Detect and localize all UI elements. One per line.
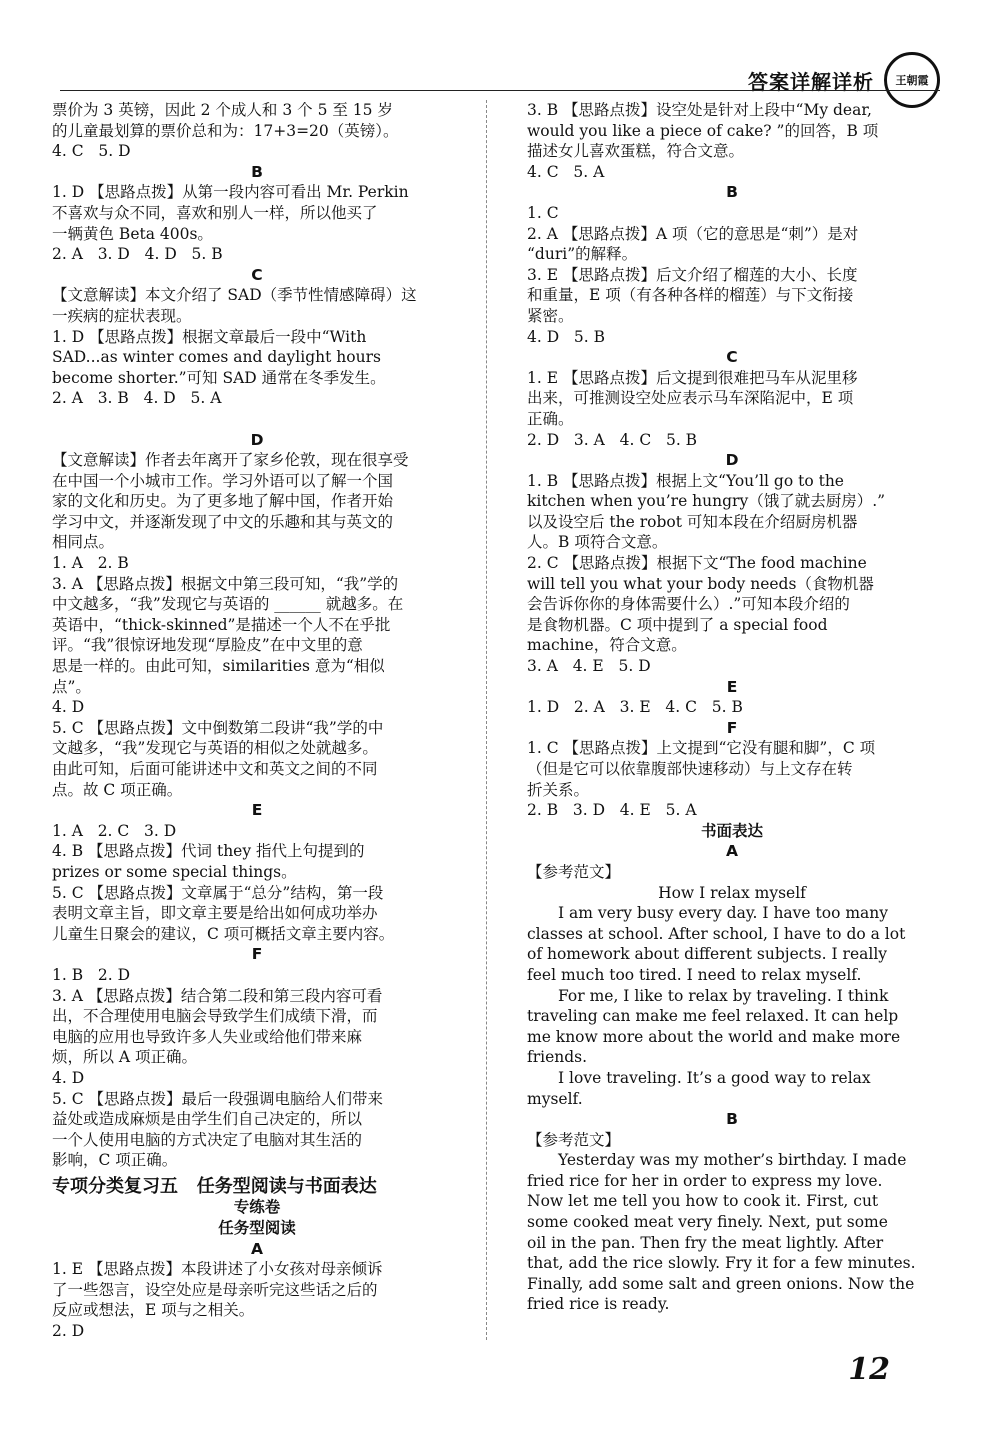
- left-text-line: 2. A 3. D 4. D 5. B: [52, 245, 223, 264]
- left-text-line: 益处或造成麻烦是由学生们自己决定的，所以: [52, 1110, 363, 1129]
- left-text-line: 学习中文，并逐渐发现了中文的乐趣和其与英文的: [52, 512, 394, 531]
- right-text-line: machine，符合文意。: [527, 636, 687, 655]
- left-text-line: C: [251, 265, 263, 284]
- right-text-line: that, add the rice slowly. Fry it for a few minutes.: [527, 1254, 916, 1273]
- left-text-line: 任务型阅读: [218, 1219, 296, 1238]
- right-text-line: 紧密。: [527, 306, 574, 325]
- left-text-line: F: [251, 945, 263, 964]
- right-text-line: 折关系。: [527, 780, 590, 799]
- right-text-line: 2. C 【思路点拨】根据下文“The food machine: [527, 554, 867, 573]
- left-text-line: E: [251, 801, 263, 820]
- left-text-line: 不喜欢与众不同，喜欢和别人一样，所以他买了: [52, 203, 378, 222]
- right-text-line: fried rice is ready.: [527, 1295, 670, 1314]
- right-text-line: oil in the pan. Then fry the meat lightly. After: [527, 1233, 884, 1252]
- left-text-line: SAD...as winter comes and daylight hours: [52, 348, 381, 367]
- left-text-line: 1. B 2. D: [52, 965, 131, 984]
- publisher-logo: 王朝霞: [884, 52, 940, 108]
- left-text-line: 3. A 【思路点拨】根据文中第三段可知，“我”学的: [52, 574, 399, 593]
- left-text-line: 1. D 【思路点拨】从第一段内容可看出 Mr. Perkin: [52, 183, 409, 202]
- right-text-line: E: [726, 677, 738, 696]
- right-column: [527, 100, 937, 1315]
- right-text-line: 以及设空后 the robot 可知本段在介绍厨房机器: [527, 512, 858, 531]
- left-text-line: 儿童生日聚会的建议，C 项可概括文章主要内容。: [52, 924, 395, 943]
- left-text-line: 1. D 【思路点拨】根据文章最后一段中“With: [52, 327, 367, 346]
- right-text-line: friends.: [527, 1048, 588, 1067]
- right-text-line: 4. C 5. A: [527, 162, 605, 181]
- right-text-line: 【参考范文】: [527, 1130, 621, 1149]
- left-text-line: 家的文化和历史。为了更多地了解中国，作者开始: [52, 492, 394, 511]
- left-text-line: prizes or some special things。: [52, 862, 297, 881]
- right-text-line: feel much too tired. I need to relax myself.: [527, 965, 862, 984]
- right-text-line: 会告诉你你的身体需要什么）.”可知本段介绍的: [527, 595, 850, 614]
- left-text-line: 的儿童最划算的票价总和为：17+3=20（英镑）。: [52, 121, 399, 140]
- right-text-line: would you like a piece of cake? ”的回答，B 项: [527, 121, 879, 140]
- right-text-line: 1. E 【思路点拨】后文提到很难把马车从泥里移: [527, 368, 858, 387]
- left-text-line: 4. D: [52, 1068, 85, 1087]
- right-text-line: 【参考范文】: [527, 862, 621, 881]
- page-number: 12: [848, 1352, 890, 1387]
- left-text-line: 电脑的应用也导致许多人失业或给他们带来麻: [52, 1027, 363, 1046]
- left-text-line: 1. A 2. C 3. D: [52, 821, 177, 840]
- right-text-line: some cooked meat very finely. Next, put some: [527, 1213, 888, 1232]
- right-text-line: 3. E 【思路点拨】后文介绍了榴莲的大小、长度: [527, 265, 858, 284]
- left-text-line: A: [251, 1239, 263, 1258]
- left-text-line: 【文意解读】作者去年离开了家乡伦敦，现在很享受: [52, 451, 409, 470]
- right-text-line: A: [726, 842, 738, 861]
- left-text-line: 4. B 【思路点拨】代词 they 指代上句提到的: [52, 842, 365, 861]
- right-text-line: “duri”的解释。: [527, 245, 638, 264]
- right-text-line: B: [726, 183, 738, 202]
- left-text-line: 中文越多，“我”发现它与英语的 ______ 就越多。在: [52, 595, 404, 614]
- right-text-line: kitchen when you’re hungry（饿了就去厨房）.”: [527, 492, 886, 511]
- right-text-line: I am very busy every day. I have too many: [558, 904, 889, 923]
- right-text-line: 3. A 4. E 5. D: [527, 657, 651, 676]
- left-text-line: [52, 409, 462, 430]
- left-text-line: become shorter.”可知 SAD 通常在冬季发生。: [52, 368, 386, 387]
- right-text-line: 正确。: [527, 409, 574, 428]
- left-text-line: 5. C 【思路点拨】文章属于“总分”结构，第一段: [52, 883, 384, 902]
- right-text-line: （但是它可以依靠腹部快速移动）与上文存在转: [527, 760, 853, 778]
- right-text-line: For me, I like to relax by traveling. I think: [558, 986, 889, 1005]
- left-text-line: 影响，C 项正确。: [52, 1151, 178, 1170]
- right-text-line: 书面表达: [700, 821, 763, 840]
- right-text-line: 和重量，E 项（有各种各样的榴莲）与下文衔接: [527, 286, 854, 305]
- right-text-line: 描述女儿喜欢蛋糕，符合文意。: [527, 142, 745, 161]
- header-rule: [60, 90, 940, 91]
- left-text-line: 评。“我”很惊讶地发现“厚脸皮”在中文里的意: [52, 636, 363, 655]
- left-text-line: 1. A 2. B: [52, 554, 129, 573]
- left-text-line: 4. C 5. D: [52, 142, 131, 161]
- header-title: 答案详解详析: [748, 69, 874, 94]
- left-text-line: 【文意解读】本文介绍了 SAD（季节性情感障碍）这: [52, 286, 417, 305]
- right-text-line: 4. D 5. B: [527, 327, 606, 346]
- right-text-line: 是食物机器。C 项中提到了 a special food: [527, 615, 828, 634]
- left-text-line: 1. E 【思路点拨】本段讲述了小女孩对母亲倾诉: [52, 1260, 383, 1279]
- left-text-line: 出，不合理使用电脑会导致学生们成绩下滑，而: [52, 1007, 378, 1026]
- left-text-line: 由此可知，后面可能讲述中文和英文之间的不同: [52, 760, 378, 778]
- right-text-line: 1. B 【思路点拨】根据上文“You’ll go to the: [527, 471, 844, 490]
- left-text-line: 文越多，“我”发现它与英语的相似之处就越多。: [52, 739, 378, 758]
- left-text-line: 烦，所以 A 项正确。: [52, 1048, 198, 1067]
- right-text-line: me know more about the world and make more: [527, 1027, 901, 1046]
- right-text-line: 2. D 3. A 4. C 5. B: [527, 430, 698, 449]
- right-text-line: 1. C 【思路点拨】上文提到“它没有腿和脚”，C 项: [527, 739, 876, 758]
- right-text-line: 1. C: [527, 203, 559, 222]
- left-text-line: 票价为 3 英镑，因此 2 个成人和 3 个 5 至 15 岁: [52, 101, 393, 119]
- left-column: [52, 100, 462, 1342]
- left-text-line: 2. D: [52, 1322, 85, 1341]
- right-text-line: D: [725, 451, 739, 470]
- left-text-line: 一疾病的症状表现。: [52, 306, 192, 325]
- right-text-line: 2. A 【思路点拨】A 项（它的意思是“刺”）是对: [527, 224, 859, 243]
- right-text-line: Yesterday was my mother’s birthday. I made: [558, 1151, 907, 1170]
- left-text-line: 一辆黄色 Beta 400s。: [52, 224, 213, 243]
- left-text-line: 专项分类复习五 任务型阅读与书面表达: [52, 1175, 377, 1197]
- right-text-line: F: [726, 718, 738, 737]
- right-text-line: C: [726, 348, 738, 367]
- right-text-line: B: [726, 1110, 738, 1129]
- right-text-line: myself.: [527, 1089, 583, 1108]
- left-text-line: 专练卷: [233, 1198, 281, 1217]
- right-text-line: traveling can make me feel relaxed. It can help: [527, 1007, 899, 1026]
- right-text-line: will tell you what your body needs（食物机器: [527, 574, 874, 593]
- left-text-line: 一个人使用电脑的方式决定了电脑对其生活的: [52, 1130, 363, 1149]
- right-text-line: 3. B 【思路点拨】设空处是针对上段中“My dear,: [527, 101, 872, 119]
- left-text-line: 5. C 【思路点拨】最后一段强调电脑给人们带来: [52, 1089, 384, 1108]
- right-text-line: 2. B 3. D 4. E 5. A: [527, 801, 697, 820]
- right-text-line: How I relax myself: [658, 883, 806, 902]
- left-text-line: 反应或想法，E 项与之相关。: [52, 1301, 255, 1320]
- left-text-line: 点”。: [52, 677, 91, 696]
- right-text-line: 1. D 2. A 3. E 4. C 5. B: [527, 698, 743, 717]
- right-text-line: of homework about different subjects. I really: [527, 945, 888, 964]
- left-text-line: 在中国一个小城市工作。学习外语可以了解一个国: [52, 471, 394, 490]
- right-text-line: classes at school. After school, I have to do a lot: [527, 924, 906, 943]
- right-text-line: fried rice for her in order to express my love.: [527, 1171, 883, 1190]
- left-text-line: 英语中，“thick-skinned”是描述一个人不在乎批: [52, 615, 391, 634]
- right-text-line: Now let me tell you how to cook it. First, cut: [527, 1192, 879, 1211]
- right-text-line: Finally, add some salt and green onions. Now the: [527, 1274, 915, 1293]
- left-text-line: 了一些怨言，设空处应是母亲听完这些话之后的: [52, 1280, 378, 1299]
- left-text-line: 3. A 【思路点拨】结合第二段和第三段内容可看: [52, 986, 383, 1005]
- left-text-line: 5. C 【思路点拨】文中倒数第二段讲“我”学的中: [52, 718, 384, 737]
- left-text-line: B: [251, 162, 263, 181]
- column-divider: [486, 100, 487, 1340]
- left-text-line: 4. D: [52, 698, 85, 717]
- right-text-line: I love traveling. It’s a good way to relax: [558, 1068, 871, 1087]
- right-text-line: 出来，可推测设空处应表示马车深陷泥中，E 项: [527, 389, 854, 408]
- left-text-line: 2. A 3. B 4. D 5. A: [52, 389, 222, 408]
- right-text-line: 人。B 项符合文意。: [527, 533, 668, 552]
- left-text-line: 相同点。: [52, 533, 115, 552]
- left-text-line: 点。故 C 项正确。: [52, 780, 183, 799]
- left-text-line: D: [250, 430, 264, 449]
- left-text-line: 思是一样的。由此可知，similarities 意为“相似: [52, 657, 385, 676]
- left-text-line: 表明文章主旨，即文章主要是给出如何成功举办: [52, 904, 378, 923]
